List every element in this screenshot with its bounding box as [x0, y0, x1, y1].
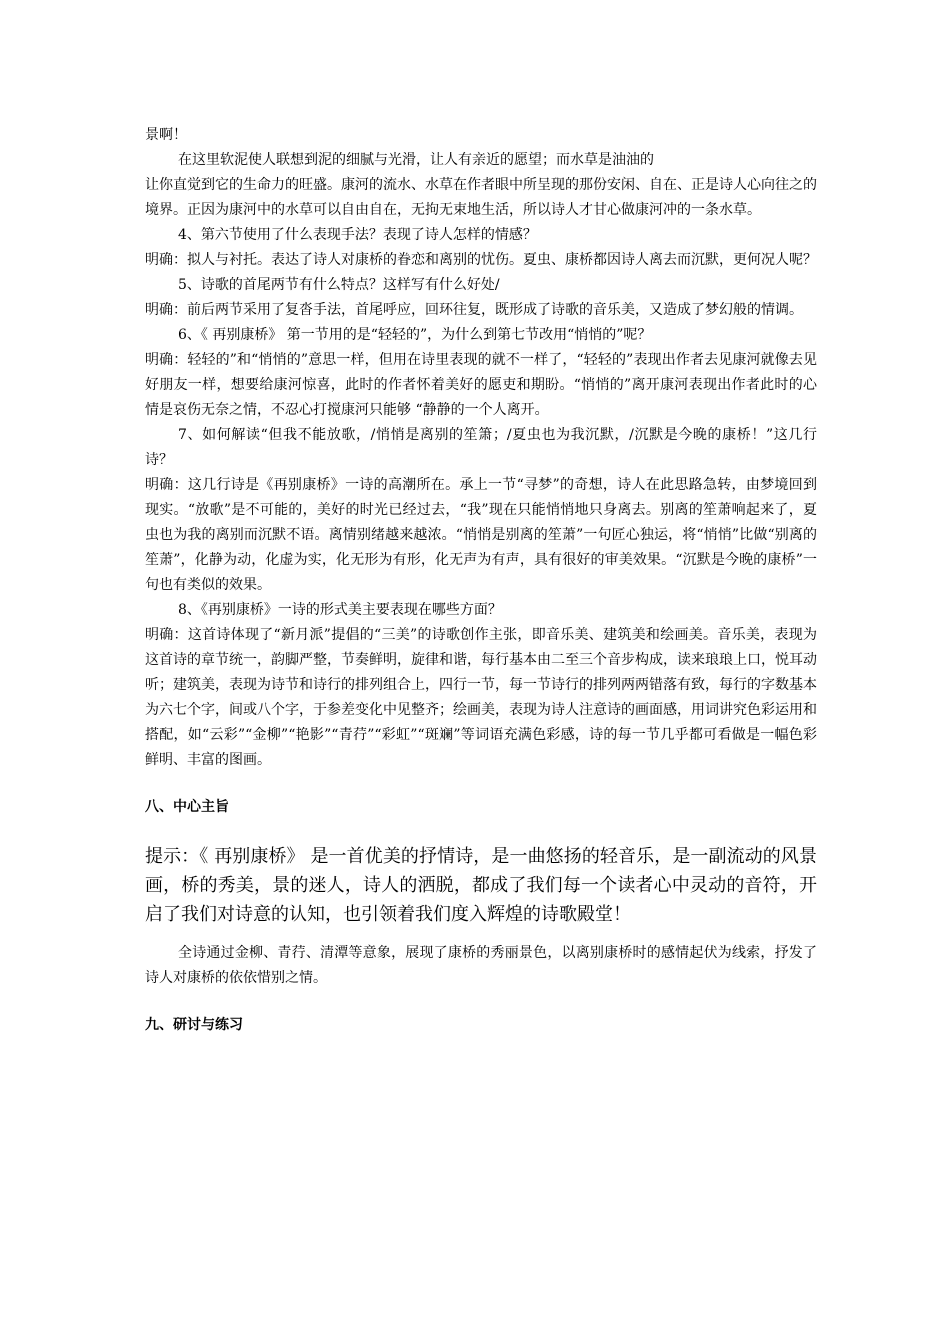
document-body: [145, 123, 817, 1038]
question-6: 6、《 再别康桥》 第一节用的是“轻轻的”，为什么到第七节改用“悄悄的”呢？: [178, 327, 652, 343]
section-heading-9: 九、研讨与练习: [145, 1017, 243, 1033]
section-heading-8: 八、中心主旨: [145, 799, 229, 815]
hint-paragraph: 提示：《 再别康桥》 是一首优美的抒情诗，是一曲悠扬的轻音乐，是一副流动的风景画，桥的秀美，景的迷人，诗人的洒脱，都成了我们每一个读者心中灵动的音符，开启了我们对诗意的认知，也引领着我们度入辉煌的诗歌殿堂！: [145, 846, 817, 925]
summary-paragraph: 全诗通过金柳、青荇、清潭等意象，展现了康桥的秀丽景色，以离别康桥时的感情起伏为线索，抒发了诗人对康桥的依依惜别之情。: [145, 945, 817, 986]
answer-4: 明确：拟人与衬托。表达了诗人对康桥的眷恋和离别的忧伤。夏虫、康桥都因诗人离去而沉默，更何况人呢？: [145, 252, 817, 268]
answer-7: 明确：这几行诗是《再别康桥》一诗的高潮所在。承上一节“寻梦”的奇想，诗人在此思路急转，由梦境回到现实。“放歌”是不可能的，美好的时光已经过去，“我”现在只能悄悄地只身离去。别离的笙萧响起来了，夏虫也为我的离别而沉默不语。离情别绪越来越浓。“悄悄是别离的笙萧”一句匠心独运，将“悄悄”比做“别离的笙萧”，化静为动，化虚为实，化无形为有形，化无声为有声，具有很好的审美效果。“沉默是今晚的康桥”一句也有类似的效果。: [145, 477, 817, 593]
question-5: 5、诗歌的首尾两节有什么特点？这样写有什么好处/: [178, 277, 500, 293]
answer-8: 明确：这首诗体现了“新月派”提倡的“三美”的诗歌创作主张，即音乐美、建筑美和绘画美。音乐美，表现为这首诗的章节统一，韵脚严整，节奏鲜明，旋律和谐，每行基本由二至三个音步构成，读来琅琅上口，悦耳动听；建筑美，表现为诗节和诗行的排列组合上，四行一节，每一节诗行的排列两两错落有致，每行的字数基本为六七个字，间或八个字，于参差变化中见整齐；绘画美，表现为诗人注意诗的画面感，用词讲究色彩运用和搭配，如“云彩”“金柳”“艳影”“青荇”“彩虹”“斑斓”等词语充满色彩感，诗的每一节几乎都可看做是一幅色彩鲜明、丰富的图画。: [145, 627, 817, 768]
paragraph-continuation: 景啊！: [145, 127, 187, 143]
paragraph-waterweed: 让你直觉到它的生命力的旺盛。康河的流水、水草在作者眼中所呈现的那份安闲、自在、正是诗人心向往之的境界。正因为康河中的水草可以自由自在，无拘无束地生活，所以诗人才甘心做康河冲的一条水草。: [145, 177, 817, 218]
question-7: 7、如何解读“但我不能放歌，/悄悄是离别的笙箫；/夏虫也为我沉默，/沉默是今晚的康桥！”这几行诗？: [145, 427, 817, 468]
question-4: 4、第六节使用了什么表现手法？表现了诗人怎样的情感？: [178, 227, 537, 243]
paragraph-softmud: 在这里软泥使人联想到泥的细腻与光滑，让人有亲近的愿望；而水草是油油的: [178, 152, 654, 168]
answer-5: 明确：前后两节采用了复沓手法，首尾呼应，回环往复，既形成了诗歌的音乐美，又造成了梦幻般的情调。: [145, 302, 803, 318]
question-8: 8、《再别康桥》一诗的形式美主要表现在哪些方面？: [178, 602, 502, 618]
answer-6: 明确：轻轻的”和“悄悄的”意思一样，但用在诗里表现的就不一样了，“轻轻的”表现出作者去见康河就像去见好朋友一样，想要给康河惊喜，此时的作者怀着美好的愿吏和期盼。“悄悄的”离开康河表现出作者此时的心情是哀伤无奈之情，不忍心打搅康河只能够 “静静的一个人离开。: [145, 352, 817, 418]
